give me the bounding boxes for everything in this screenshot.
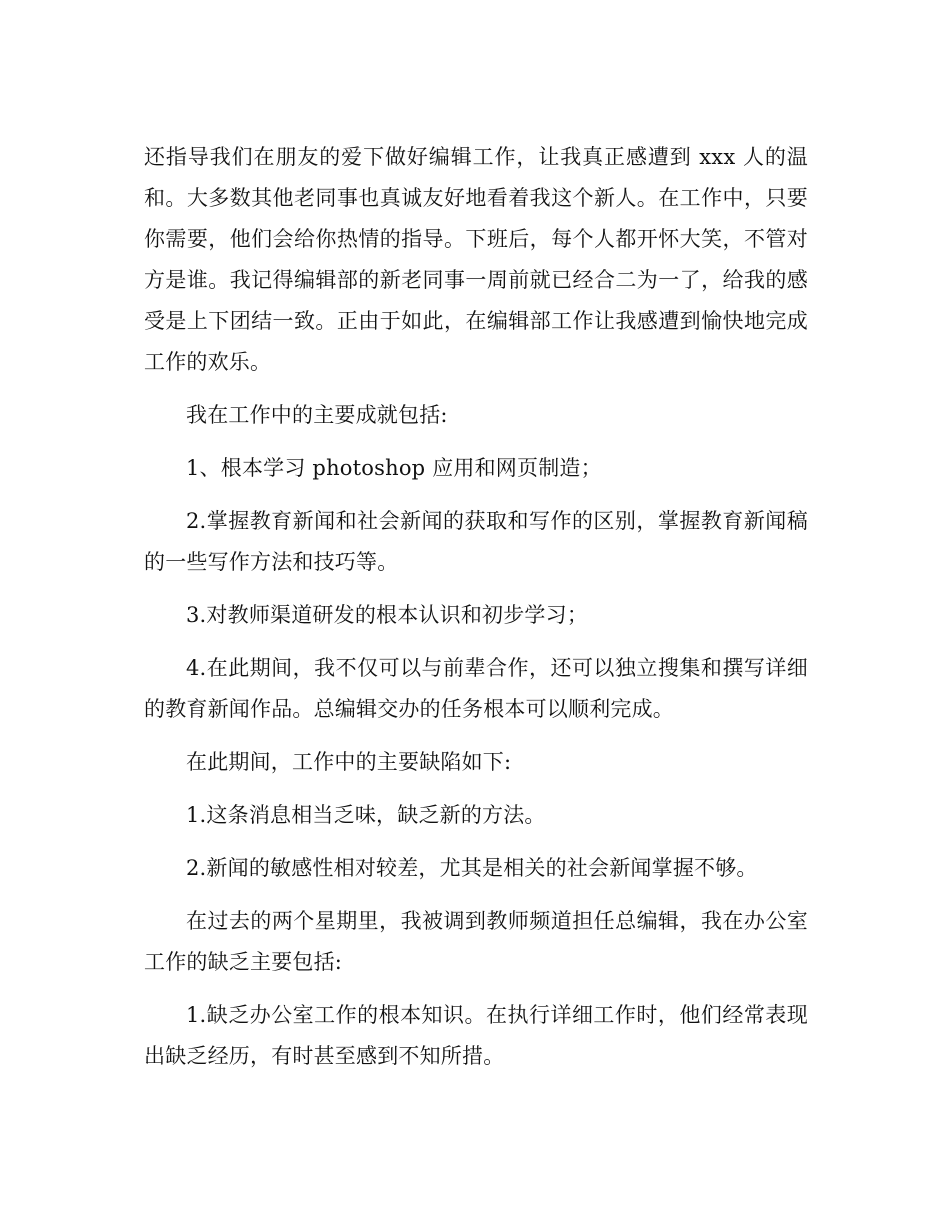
paragraph-2: 我在工作中的主要成就包括: <box>186 403 448 427</box>
paragraph-8: 1.这条消息相当乏味，缺乏新的方法。 <box>186 803 546 827</box>
paragraph-gap <box>144 489 808 501</box>
paragraph-gap <box>144 636 808 648</box>
paragraph-6: 4.在此期间，我不仅可以与前辈合作，还可以独立搜集和撰写详细的教育新闻作品。总编辑交办的任务根本可以顺利完成。 <box>144 656 808 721</box>
paragraph-7: 在此期间，工作中的主要缺陷如下: <box>186 750 512 774</box>
paragraph-3: 1、根本学习 photoshop 应用和网页制造； <box>186 456 602 480</box>
paragraph-5: 3.对教师渠道研发的根本认识和初步学习； <box>186 603 589 627</box>
paragraph-gap <box>144 383 808 395</box>
paragraph-11: 1.缺乏办公室工作的根本知识。在执行详细工作时，他们经常表现出缺乏经历，有时甚至感到不知所措。 <box>144 1003 808 1068</box>
paragraph-10: 在过去的两个星期里，我被调到教师频道担任总编辑，我在办公室工作的缺乏主要包括: <box>144 909 808 974</box>
paragraph-gap <box>144 783 808 795</box>
paragraph-gap <box>144 889 808 901</box>
paragraph-gap <box>144 730 808 742</box>
paragraph-gap <box>144 836 808 848</box>
paragraph-4: 2.掌握教育新闻和社会新闻的获取和写作的区别，掌握教育新闻稿的一些写作方法和技巧等。 <box>144 509 808 574</box>
document-body <box>144 137 808 1077</box>
paragraph-gap <box>144 583 808 595</box>
paragraph-gap <box>144 983 808 995</box>
paragraph-1: 还指导我们在朋友的爱下做好编辑工作，让我真正感遭到 xxx 人的温和。大多数其他老同事也真诚友好地看着我这个新人。在工作中，只要你需要，他们会给你热情的指导。下班后，每个人都开怀大笑，不管对方是谁。我记得编辑部的新老同事一周前就已经合二为一了，给我的感受是上下团结一致。正由于如此，在编辑部工作让我感遭到愉快地完成工作的欢乐。 <box>144 145 808 374</box>
paragraph-9: 2.新闻的敏感性相对较差，尤其是相关的社会新闻掌握不够。 <box>186 856 758 880</box>
paragraph-gap <box>144 436 808 448</box>
